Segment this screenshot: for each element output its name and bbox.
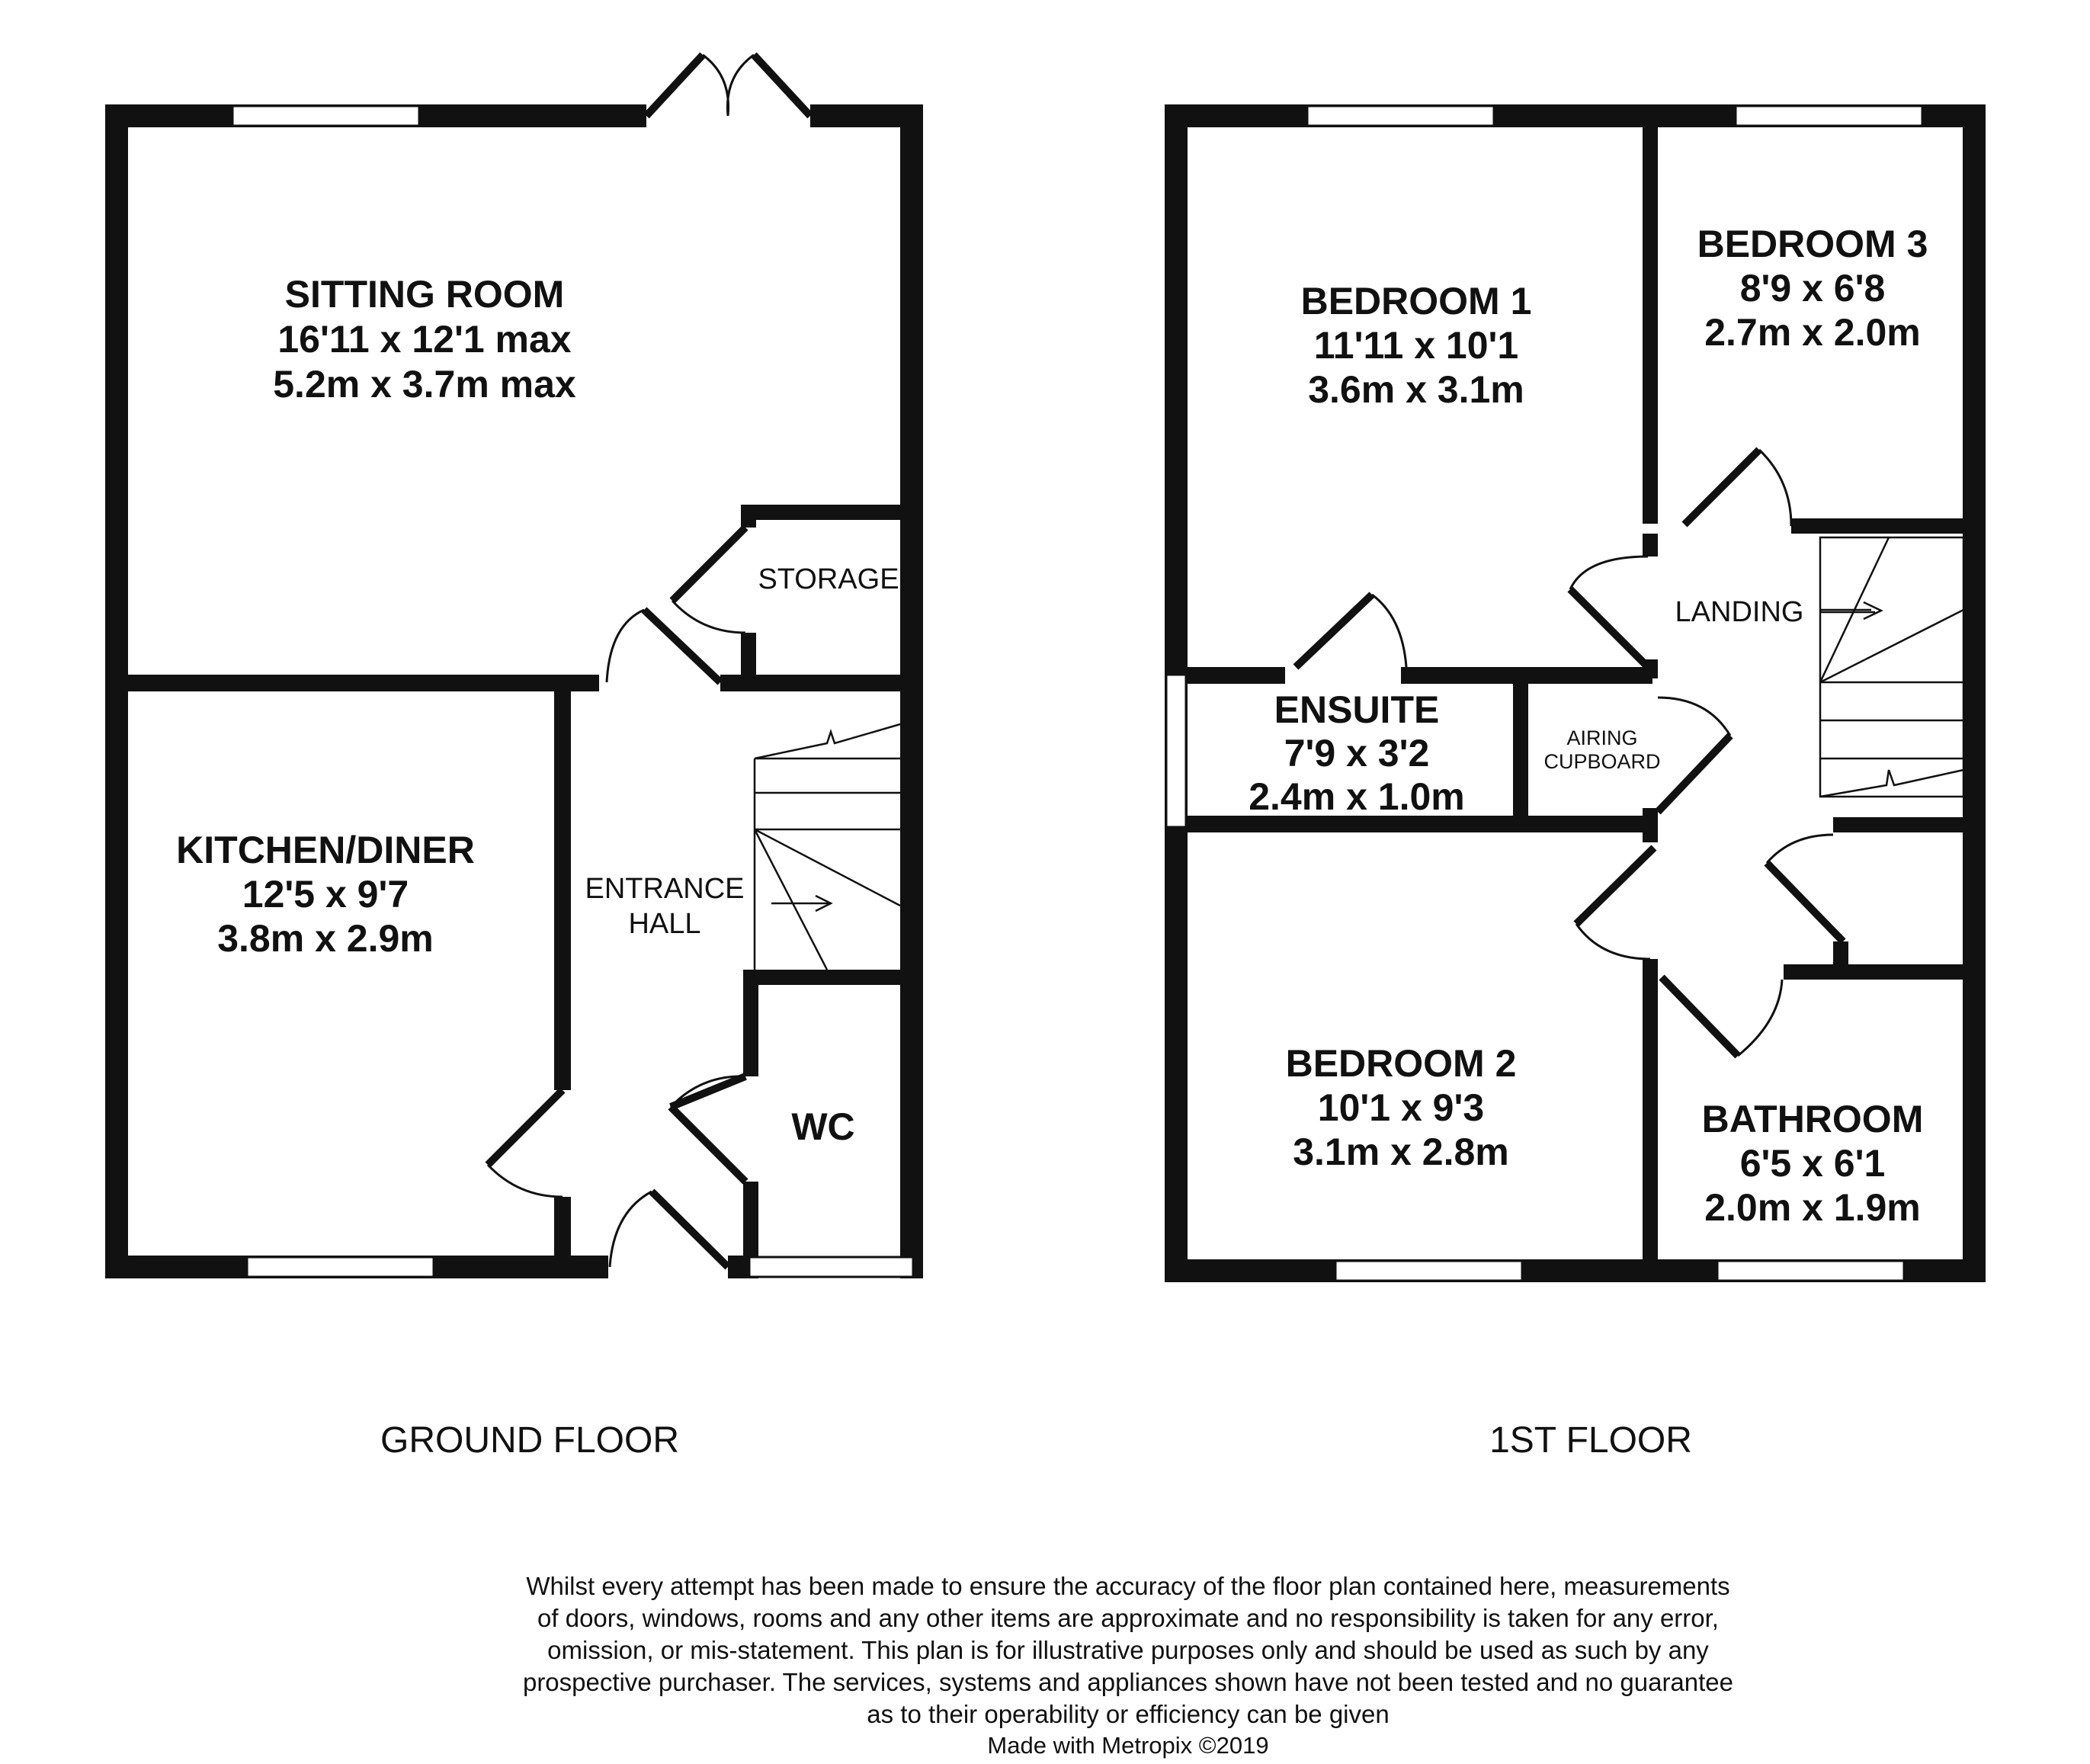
wall-bed1-bottom-left	[1176, 667, 1285, 684]
sitting-room-metric: 5.2m x 3.7m max	[273, 363, 576, 406]
ensuite-metric: 2.4m x 1.0m	[1249, 775, 1465, 818]
wall-ensuite-bottom	[1176, 816, 1656, 832]
ensuite-door-leaf	[1296, 595, 1372, 667]
disclaimer-line: of doors, windows, rooms and any other items are approximate and no responsibility is taken for any error,	[537, 1604, 1719, 1632]
bathroom-name: BATHROOM	[1701, 1098, 1924, 1140]
french-door-right-swing	[727, 55, 754, 116]
bathroom-door-leaf	[1662, 977, 1738, 1056]
ensuite-name: ENSUITE	[1274, 688, 1440, 731]
metropix-credit: Made with Metropix ©2019	[987, 1732, 1269, 1759]
ground-floor-title: GROUND FLOOR	[380, 1420, 680, 1461]
bedroom1-imperial: 11'11 x 10'1	[1313, 324, 1519, 367]
airing-line2: CUPBOARD	[1543, 750, 1661, 773]
bedroom3-name: BEDROOM 3	[1697, 223, 1928, 265]
bedroom2-door-leaf	[1576, 848, 1654, 924]
disclaimer-line: omission, or mis-statement. This plan is for illustrative purposes only and should be used as such by any	[547, 1636, 1709, 1664]
first-floor-plan	[1165, 104, 1986, 1461]
bedroom2-door-swing	[1576, 924, 1650, 959]
ensuite-window	[1166, 675, 1186, 827]
bedroom2-window	[1335, 1261, 1522, 1281]
bedroom1-window	[1307, 106, 1494, 126]
storage-door-swing	[672, 601, 745, 633]
sitting-room-door-swing	[607, 610, 644, 682]
ensuite-door-swing	[1372, 595, 1406, 667]
ground-wall-east	[900, 104, 923, 1278]
wall-wc-left-lower	[743, 1182, 758, 1258]
wall-bed3-bottom	[1791, 518, 1974, 534]
french-door-right-leaf	[754, 55, 810, 116]
entrance-hall-line2: HALL	[628, 908, 701, 940]
bedroom1-name: BEDROOM 1	[1300, 280, 1532, 322]
bathroom-window	[1717, 1261, 1904, 1281]
wall-bathroom-top	[1784, 964, 1974, 980]
bathroom-imperial: 6'5 x 6'1	[1739, 1142, 1886, 1185]
kitchen-window	[247, 1257, 434, 1277]
bathroom-door-swing	[1738, 980, 1782, 1056]
bedroom3-door-leaf	[1685, 450, 1759, 524]
wall-landing-cupboard	[1833, 817, 1970, 832]
storage-label: STORAGE	[758, 563, 899, 595]
wall-storage-top	[741, 505, 900, 520]
ensuite-imperial: 7'9 x 3'2	[1284, 732, 1430, 775]
bedroom3-metric: 2.7m x 2.0m	[1704, 311, 1921, 354]
first-wall-east	[1963, 104, 1986, 1282]
bedroom1-door-leaf	[1570, 589, 1648, 667]
first-floor-title: 1ST FLOOR	[1489, 1420, 1692, 1461]
kitchen-imperial: 12'5 x 9'7	[242, 873, 409, 916]
entrance-hall-line1: ENTRANCE	[585, 873, 745, 905]
wall-stairs-left	[1643, 534, 1658, 556]
kitchen-name: KITCHEN/DINER	[176, 829, 475, 871]
wc-door-leaf-2	[671, 1107, 745, 1182]
disclaimer-line: as to their operability or efficiency can be given	[867, 1700, 1390, 1728]
bedroom3-door-swing	[1759, 450, 1791, 526]
disclaimer	[523, 1572, 1733, 1759]
landing-cupboard-door-swing	[1767, 835, 1833, 863]
wc-window	[749, 1257, 913, 1277]
wc-label: WC	[791, 1105, 855, 1148]
wall-kitchen-hall-lower	[554, 1197, 571, 1258]
ground-staircase	[755, 724, 900, 970]
wall-airing-right	[1643, 808, 1658, 842]
ground-floor-plan	[105, 55, 923, 1461]
wall-ensuite-airing	[1513, 675, 1528, 823]
sitting-room-door-leaf	[644, 610, 720, 682]
front-door-leaf	[652, 1192, 728, 1267]
bedroom3-imperial: 8'9 x 6'8	[1739, 267, 1886, 310]
sitting-room-window	[232, 106, 419, 126]
french-door-left-leaf	[646, 55, 703, 116]
wall-bathroom-stub	[1833, 941, 1848, 980]
bedroom2-name: BEDROOM 2	[1285, 1042, 1517, 1085]
airing-line1: AIRING	[1566, 726, 1638, 749]
kitchen-door-swing	[488, 1165, 563, 1197]
kitchen-door-leaf	[488, 1090, 563, 1165]
wall-storage-left	[741, 505, 756, 528]
sitting-room-imperial: 16'11 x 12'1 max	[277, 318, 572, 361]
landing-label: LANDING	[1675, 596, 1804, 628]
wall-bed2-landing	[1643, 959, 1658, 1272]
front-door-swing	[610, 1192, 652, 1267]
disclaimer-line: prospective purchaser. The services, systems and appliances shown have not been tested and no guarantee	[522, 1668, 1734, 1696]
wall-bed1-bed3	[1643, 116, 1658, 524]
wall-wc-left-upper	[743, 970, 758, 1076]
landing-cupboard-door-leaf	[1767, 863, 1843, 941]
sitting-room-name: SITTING ROOM	[284, 273, 565, 316]
kitchen-metric: 3.8m x 2.9m	[217, 917, 434, 960]
bedroom3-window	[1736, 106, 1922, 126]
bedroom1-door-swing	[1570, 556, 1648, 589]
airing-door-swing	[1658, 698, 1730, 736]
bedroom2-imperial: 10'1 x 9'3	[1317, 1086, 1485, 1129]
storage-door-leaf	[672, 528, 745, 601]
airing-door-leaf	[1658, 736, 1730, 812]
wall-kitchen-hall-upper	[554, 686, 571, 1090]
wall-storage-left-lower	[741, 633, 756, 678]
french-door-left-swing	[703, 55, 729, 116]
disclaimer-line: Whilst every attempt has been made to ensure the accuracy of the floor plan contained here, measurements	[526, 1572, 1730, 1600]
bedroom2-metric: 3.1m x 2.8m	[1293, 1131, 1509, 1173]
bathroom-metric: 2.0m x 1.9m	[1704, 1186, 1921, 1229]
first-staircase	[1820, 537, 1963, 797]
bedroom1-metric: 3.6m x 3.1m	[1308, 368, 1524, 411]
wall-sitting-kitchen	[105, 675, 599, 691]
wall-stairs-bottom	[743, 970, 900, 985]
